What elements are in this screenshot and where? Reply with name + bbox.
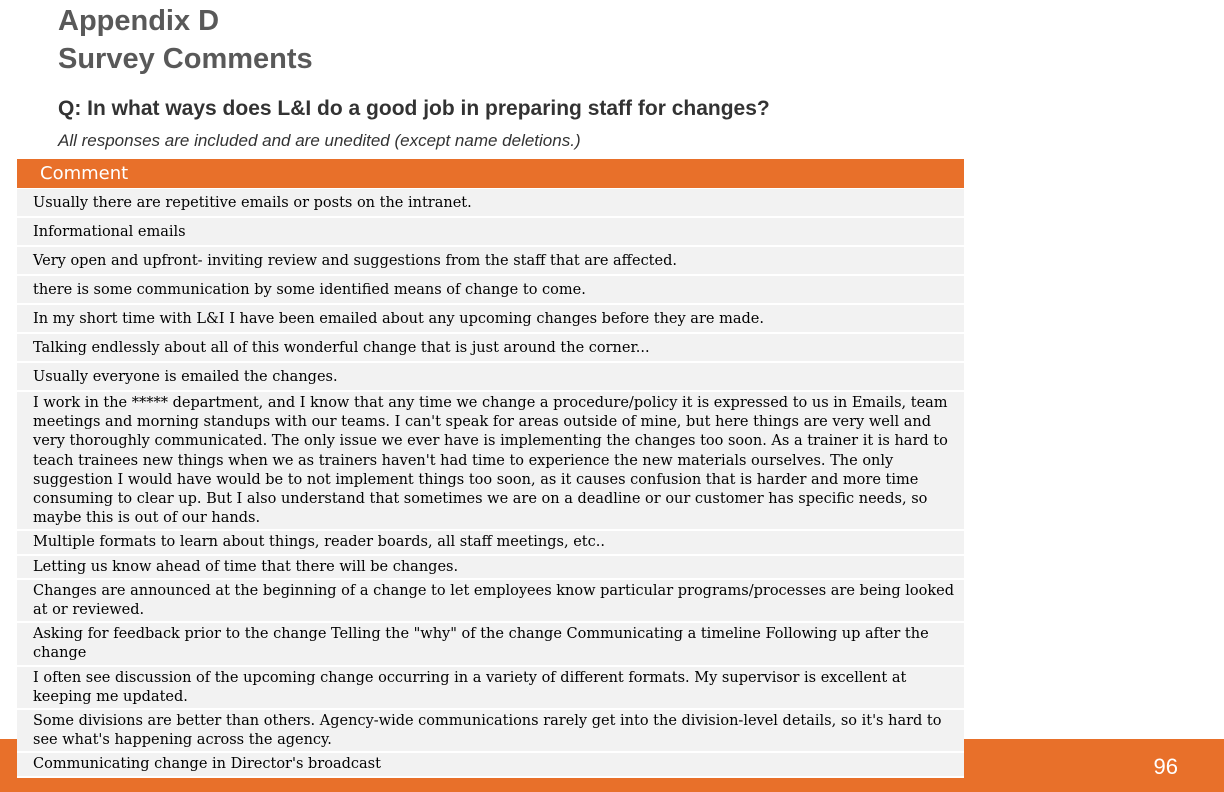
- table-row: Informational emails: [17, 218, 964, 247]
- table-row: Usually there are repetitive emails or posts on the intranet.: [17, 189, 964, 218]
- survey-subnote: All responses are included and are unedited (except name deletions.): [58, 131, 581, 150]
- comments-table: [17, 159, 964, 778]
- survey-question: Q: In what ways does L&I do a good job in preparing staff for changes?: [58, 97, 770, 120]
- table-row: I work in the ***** department, and I know that any time we change a procedure/policy it is expressed to us in Emails, team meetings and morning standups with our teams. I can't speak for areas outside of mine, but here things are very well and very thoroughly communicated. The only issue we ever have is implementing the changes too soon. As a trainer it is hard to teach trainees new things when we as trainers haven't had time to experience the new materials ourselves. The only suggestion I would have would be to not implement things too soon, as it causes confusion that is harder and more time consuming to clear up. But I also understand that sometimes we are on a deadline or our customer has specific needs, so maybe this is out of our hands.: [17, 392, 964, 531]
- page-number: 96: [1153, 754, 1178, 779]
- comment-column-header: Comment: [40, 163, 129, 184]
- table-row: Usually everyone is emailed the changes.: [17, 363, 964, 392]
- table-row: Very open and upfront- inviting review and suggestions from the staff that are affected.: [17, 247, 964, 276]
- table-row: Asking for feedback prior to the change Telling the "why" of the change Communicating a timeline Following up after the change: [17, 623, 964, 666]
- table-row: I often see discussion of the upcoming change occurring in a variety of different formats. My supervisor is excellent at keeping me updated.: [17, 667, 964, 710]
- page-title: [58, 2, 313, 78]
- table-row: there is some communication by some identified means of change to come.: [17, 276, 964, 305]
- table-row: In my short time with L&I I have been emailed about any upcoming changes before they are made.: [17, 305, 964, 334]
- page-title-line-1: Appendix D: [58, 5, 220, 37]
- table-row: Multiple formats to learn about things, reader boards, all staff meetings, etc..: [17, 531, 964, 555]
- table-row: Changes are announced at the beginning of a change to let employees know particular programs/processes are being looked at or reviewed.: [17, 580, 964, 623]
- table-row: Some divisions are better than others. Agency-wide communications rarely get into the division-level details, so it's hard to see what's happening across the agency.: [17, 710, 964, 753]
- table-row: Communicating change in Director's broadcast: [17, 753, 964, 777]
- table-header-row: [17, 159, 964, 189]
- page-title-line-2: Survey Comments: [58, 43, 313, 75]
- table-row: Letting us know ahead of time that there will be changes.: [17, 556, 964, 580]
- table-row: Talking endlessly about all of this wonderful change that is just around the corner...: [17, 334, 964, 363]
